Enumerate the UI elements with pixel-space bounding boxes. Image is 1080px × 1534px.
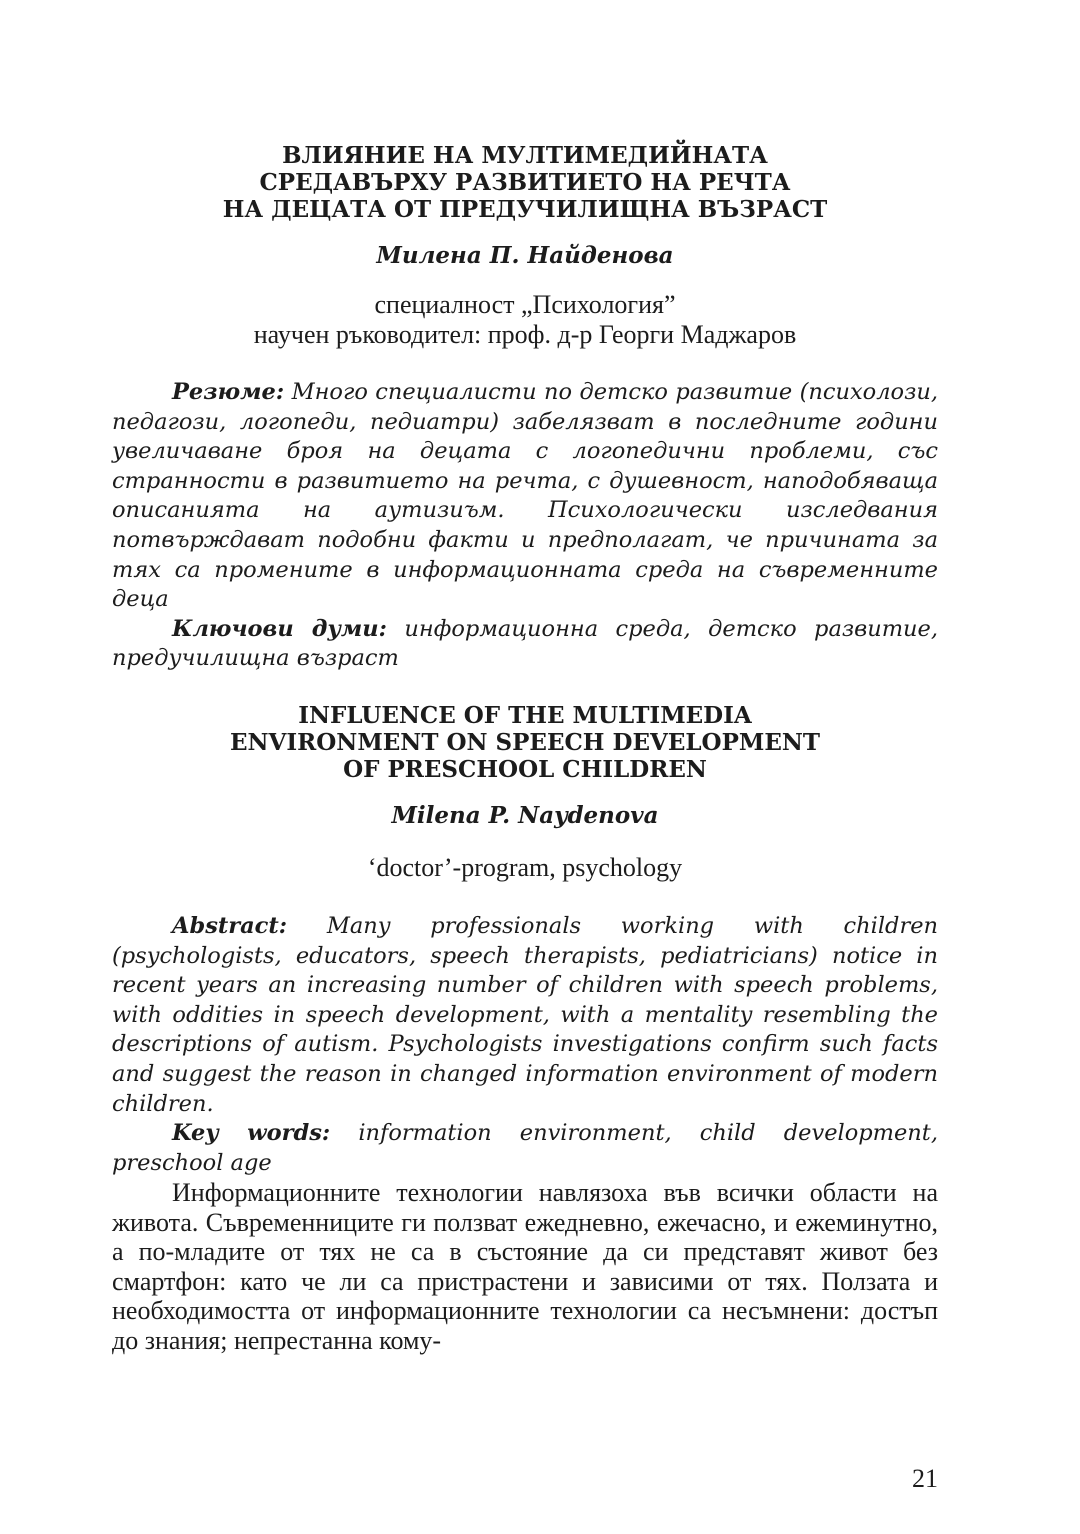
en-title-block: [112, 702, 938, 783]
bg-affiliation-line: специалност „Психология”: [374, 290, 676, 319]
body-paragraph: Информационните технологии навлязоха във всички области на живота. Съвременниците ги ползват ежедневно, ежечасно, и ежеминутно, а по-младите от тях не са в състояние да си представят живот без смартфон: като че ли са пристрастени и зависими от тях. Ползата и необходимостта от информационните технологии са несъмнени: достъп до знания; непрестанна кому-: [112, 1178, 938, 1355]
bg-affiliation-block: [112, 290, 938, 350]
en-keywords-text: information environment, child development, preschool age: [112, 1120, 938, 1176]
en-author: Milena P. Naydenova: [391, 802, 659, 829]
bg-abstract-label: Резюме:: [172, 379, 285, 405]
en-keywords-label: Key words:: [172, 1120, 331, 1147]
bg-title-line: ВЛИЯНИЕ НА МУЛТИМЕДИЙНАТА: [282, 142, 768, 169]
en-title-line: ENVIRONMENT ON SPEECH DEVELOPMENT: [229, 729, 821, 756]
bg-abstract-block: [112, 378, 938, 674]
en-abstract-text: Many professionals working with children (psychologists, educators, speech therapists, pediatricians) notice in recent years an increasing number of children with speech problems, with oddities in speech development, with a mentality resembling the descriptions of autism. Psychologists investigations confirm such facts and suggest the reason in changed information environment of modern children.: [112, 913, 938, 1117]
bg-author-block: [112, 242, 938, 269]
bg-keywords-text: информационна среда, детско развитие, предучилищна възраст: [112, 615, 939, 672]
en-abstract-label: Abstract:: [172, 913, 288, 939]
en-title-line: INFLUENCE OF THE MULTIMEDIA: [298, 702, 752, 729]
en-keywords: [112, 1119, 938, 1178]
bg-title-line: СРЕДАВЪРХУ РАЗВИТИЕТО НА РЕЧТА: [259, 169, 791, 196]
en-abstract: [112, 912, 938, 1119]
bg-affiliation: [112, 290, 938, 350]
en-affiliation: ‘doctor’-program, psychology: [367, 853, 683, 882]
bg-title: [112, 142, 938, 223]
bg-title-block: [112, 142, 938, 223]
en-author-block: [112, 802, 938, 829]
en-abstract-block: [112, 912, 938, 1178]
bg-author: Милена П. Найденова: [376, 242, 674, 269]
bg-abstract: [112, 378, 938, 615]
bg-title-line: НА ДЕЦАТА ОТ ПРЕДУЧИЛИЩНА ВЪЗРАСТ: [222, 196, 828, 223]
en-title-line: OF PRESCHOOL CHILDREN: [343, 756, 707, 783]
bg-keywords: [112, 615, 938, 674]
bg-affiliation-line: научен ръководител: проф. д-р Георги Маджаров: [253, 320, 797, 349]
bg-abstract-text: Много специалисти по детско развитие (психолози, педагози, логопеди, педиатри) забелязват в последните години увеличаване броя на децата с логопедични проблеми, със странности в развитието на речта, с душевност, наподобяваща описанията на аутизиъм. Психологически изследвания потвърждават подобни факти и предполагат, че причината за тях са промените в информационната среда на съвременните деца: [112, 379, 938, 613]
en-title: [112, 702, 938, 783]
bg-keywords-label: Ключови думи:: [172, 615, 387, 642]
page-number: 21: [912, 1464, 938, 1493]
en-affiliation-block: [112, 853, 938, 883]
body-block: [112, 1178, 938, 1355]
